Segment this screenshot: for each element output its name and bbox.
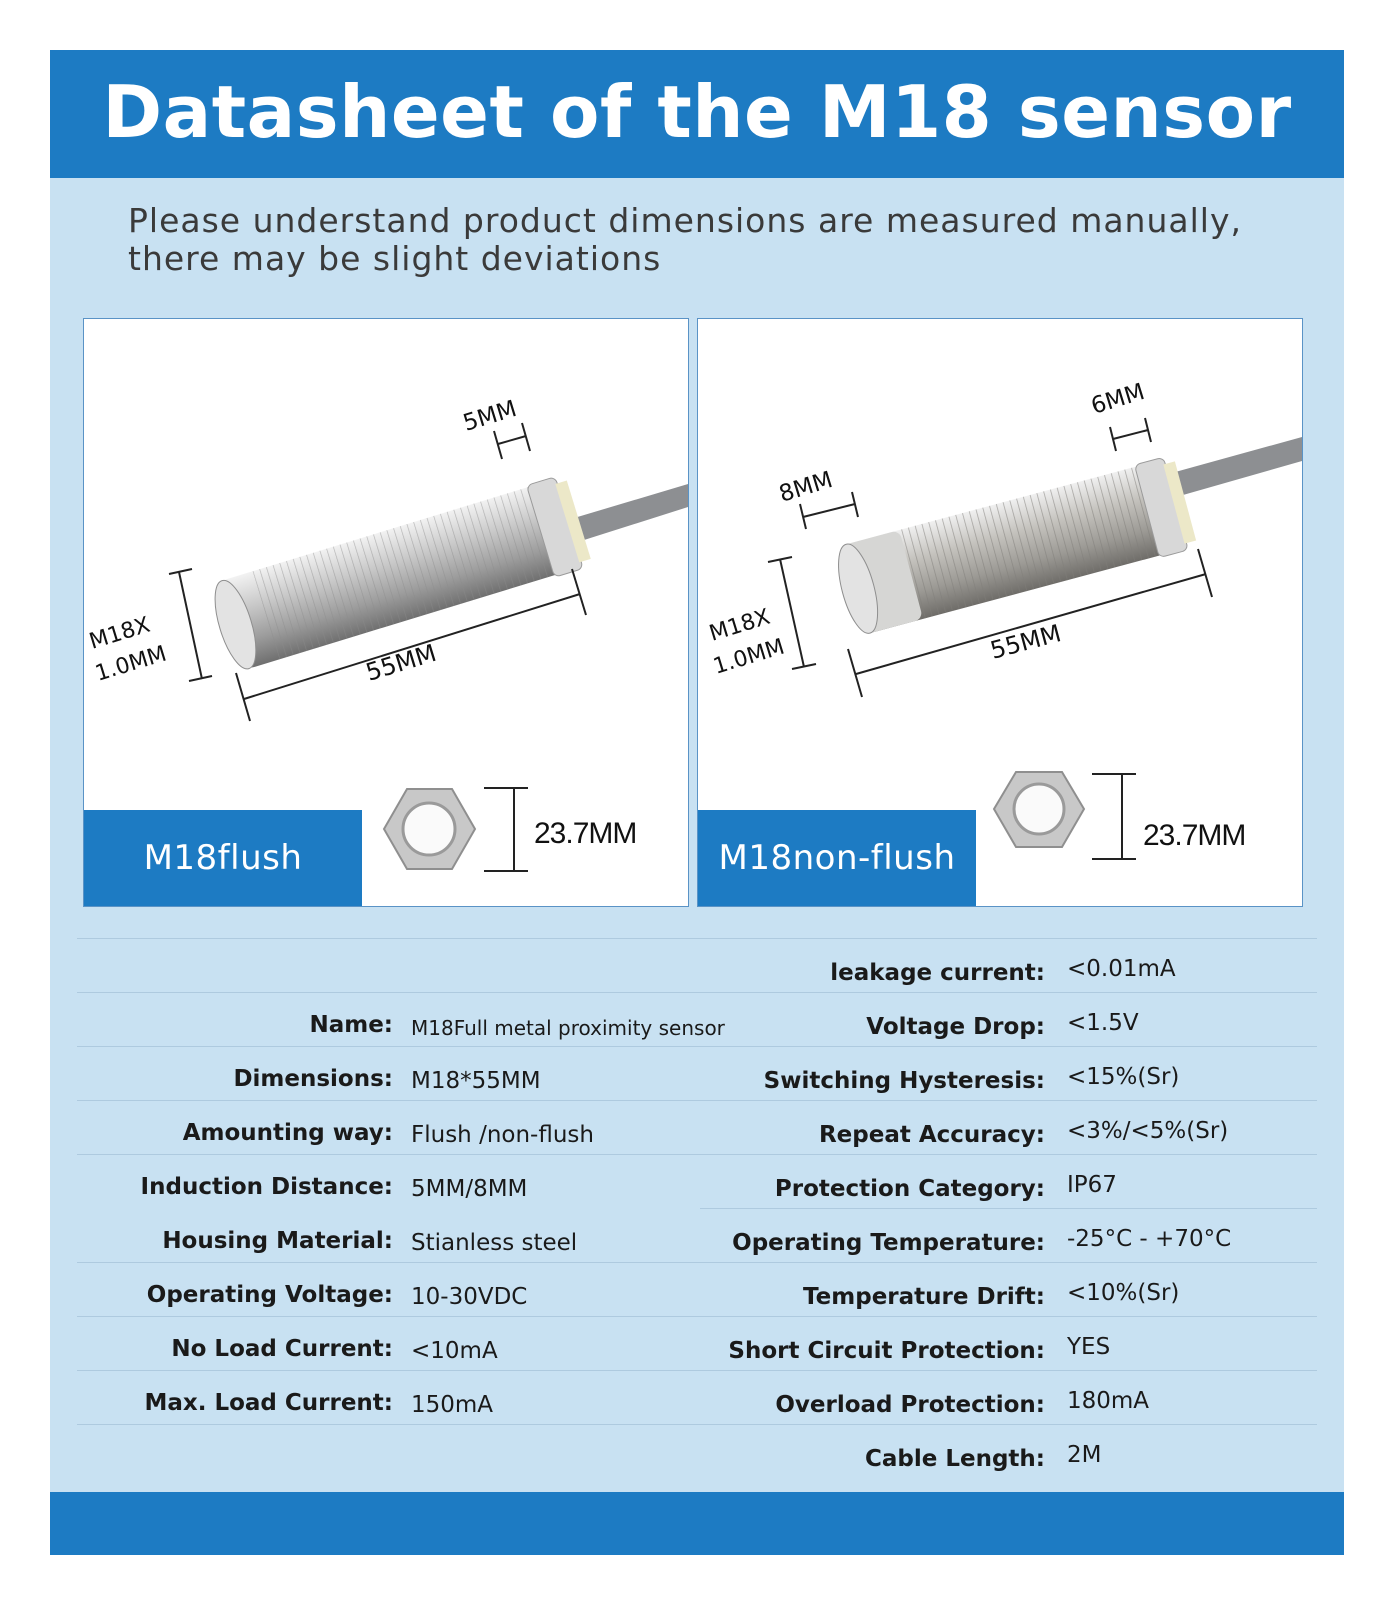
row-divider [77,1100,1317,1101]
spec-value-housing-material: Stianless steel [411,1230,578,1256]
row-divider [77,938,1317,939]
spec-value-operating-temperature: -25°C - +70°C [1067,1226,1232,1252]
row-divider [77,1370,1317,1371]
flush-tag: M18flush [84,810,362,906]
non-flush-thread-label: M18X [706,604,774,647]
hex-nut [384,789,475,869]
spec-value-temperature-drift: <10%(Sr) [1067,1280,1180,1306]
spec-value-leakage-current: <0.01mA [1067,956,1176,982]
row-divider [77,992,1317,993]
title-banner [50,50,1344,178]
spec-label-short-circuit-protection: Short Circuit Protection: [728,1338,1045,1364]
sensor-body [830,455,1198,640]
spec-label-voltage-drop: Voltage Drop: [866,1014,1045,1040]
non-flush-sensing-label: 6MM [1088,378,1148,420]
row-divider [77,1424,1317,1425]
note-line-1: Please understand product dimensions are measured manually, [128,201,1242,240]
non-flush-head-label: 8MM [776,466,836,508]
note-line-2: there may be slight deviations [128,239,662,278]
spec-label-protection-category: Protection Category: [774,1176,1045,1202]
row-divider [700,1208,1317,1209]
spec-value-name: M18Full metal proximity sensor [411,1016,725,1040]
spec-label-dimensions: Dimensions: [233,1066,393,1092]
flush-length-label: 55MM [362,638,440,687]
row-divider [77,1262,1317,1263]
spec-label-switching-hysteresis: Switching Hysteresis: [763,1068,1045,1094]
spec-value-cable-length: 2M [1067,1442,1102,1468]
non-flush-tag: M18non-flush [698,810,976,906]
spec-value-amounting-way: Flush /non-flush [411,1122,594,1148]
spec-value-operating-voltage: 10-30VDC [411,1284,528,1310]
spec-value-switching-hysteresis: <15%(Sr) [1067,1064,1180,1090]
spec-value-induction-distance: 5MM/8MM [411,1176,528,1202]
spec-label-overload-protection: Overload Protection: [775,1392,1045,1418]
spec-value-overload-protection: 180mA [1067,1388,1150,1414]
spec-value-short-circuit-protection: YES [1067,1334,1111,1360]
row-divider [77,1154,1317,1155]
spec-label-operating-temperature: Operating Temperature: [732,1230,1045,1256]
spec-label-leakage-current: leakage current: [830,960,1045,986]
spec-value-protection-category: IP67 [1067,1172,1117,1198]
panel-flush [83,318,689,907]
flush-thread-label: M18X [86,612,154,655]
non-flush-nut-dimension: 23.7MM [1143,819,1246,852]
spec-label-induction-distance: Induction Distance: [140,1174,393,1200]
spec-value-repeat-accuracy: <3%/<5%(Sr) [1067,1118,1229,1144]
non-flush-pitch-label: 1.0MM [710,634,788,680]
spec-label-name: Name: [309,1012,393,1038]
hex-nut [994,772,1084,847]
row-divider [77,1046,1317,1047]
flush-pitch-label: 1.0MM [92,641,170,687]
page-title: Datasheet of the M18 sensor [102,70,1292,154]
spec-label-operating-voltage: Operating Voltage: [146,1282,393,1308]
spec-value-voltage-drop: <1.5V [1067,1010,1139,1036]
spec-value-dimensions: M18*55MM [411,1068,541,1094]
flush-sensing-label: 5MM [460,395,520,437]
non-flush-length-label: 55MM [987,619,1065,665]
cable [1168,437,1302,497]
spec-label-amounting-way: Amounting way: [182,1120,393,1146]
row-divider [77,1316,1317,1317]
spec-label-temperature-drift: Temperature Drift: [803,1284,1045,1310]
spec-label-max-load-current: Max. Load Current: [144,1390,393,1416]
measurement-note [128,202,1328,278]
spec-label-cable-length: Cable Length: [864,1446,1045,1472]
spec-value-max-load-current: 150mA [411,1392,494,1418]
spec-label-housing-material: Housing Material: [162,1228,393,1254]
footer-banner [50,1492,1344,1555]
panel-non-flush [697,318,1303,907]
flush-nut-dimension: 23.7MM [534,817,637,850]
spec-value-no-load-current: <10mA [411,1338,498,1364]
sensor-body [206,474,593,675]
spec-label-repeat-accuracy: Repeat Accuracy: [818,1122,1045,1148]
spec-label-no-load-current: No Load Current: [171,1336,393,1362]
